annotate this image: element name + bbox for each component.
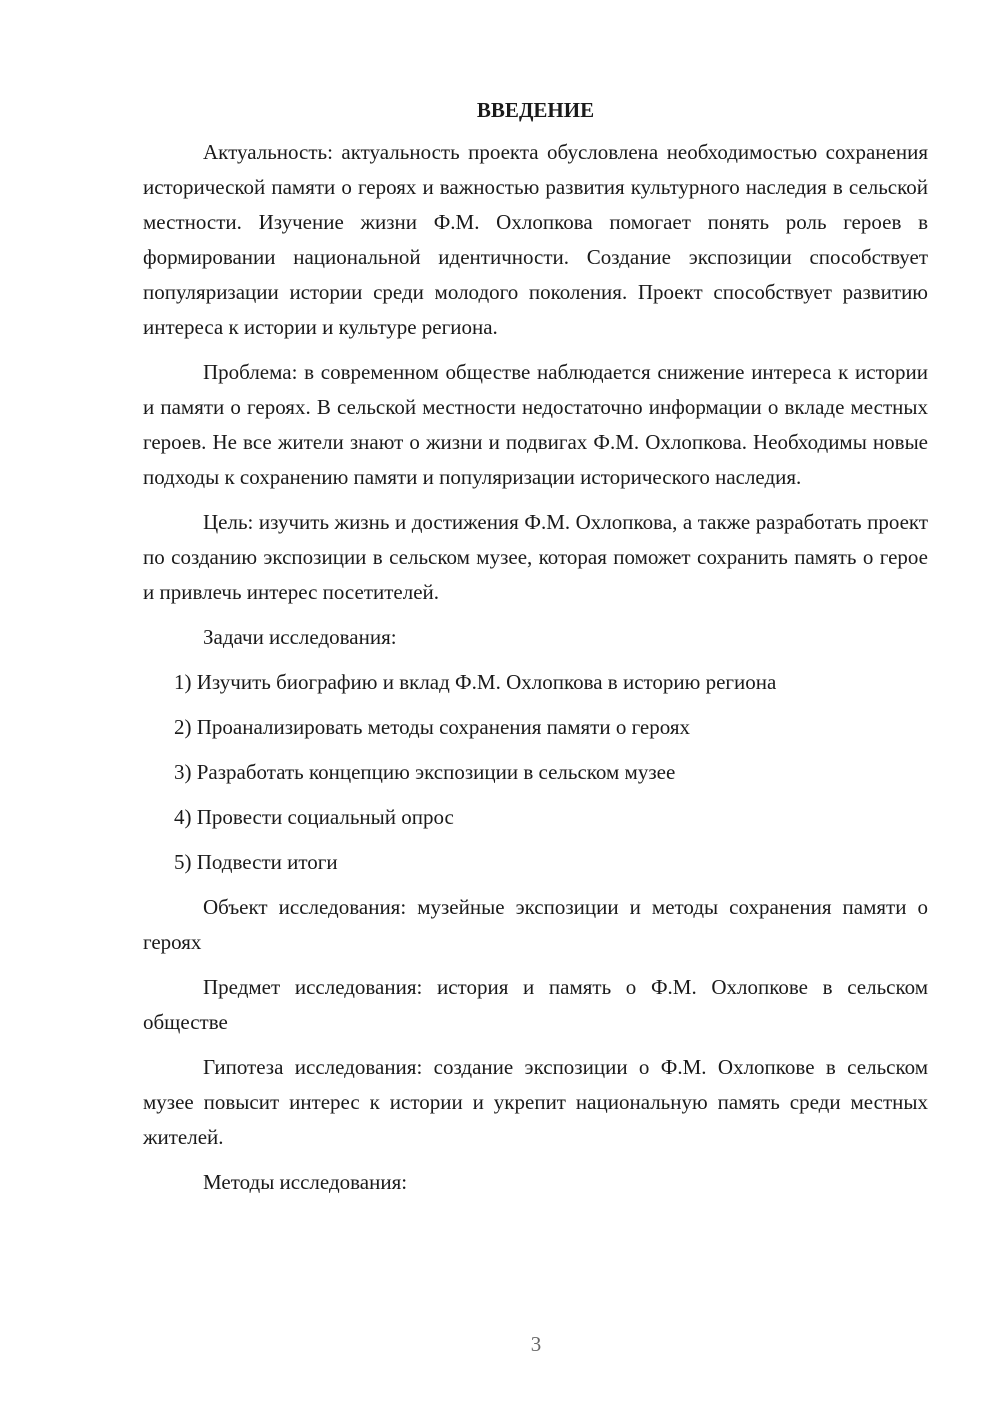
list-item: 4) Провести социальный опрос: [174, 805, 454, 829]
hypothesis-paragraph: Гипотеза исследования: создание экспозиции о Ф.М. Охлопкове в сельском музее повысит интерес к истории и укрепит национальную память среди местных жителей.: [143, 1055, 928, 1149]
goal-paragraph: Цель: изучить жизнь и достижения Ф.М. Охлопкова, а также разработать проект по созданию экспозиции в сельском музее, которая поможет сохранить память о герое и привлечь интерес посетителей.: [143, 510, 928, 604]
relevance-paragraph: Актуальность: актуальность проекта обусловлена необходимостью сохранения исторической памяти о героях и важностью развития культурного наследия в сельской местности. Изучение жизни Ф.М. Охлопкова помогает понять роль героев в формировании национальной идентичности. Создание экспозиции способствует популяризации истории среди молодого поколения. Проект способствует развитию интереса к истории и культуре региона.: [143, 140, 928, 339]
tasks-list: [143, 665, 928, 880]
list-item: 1) Изучить биографию и вклад Ф.М. Охлопкова в историю региона: [174, 670, 777, 694]
subject-paragraph: Предмет исследования: история и память о Ф.М. Охлопкове в сельском обществе: [143, 975, 928, 1034]
problem-paragraph: Проблема: в современном обществе наблюдается снижение интереса к истории и памяти о героях. В сельской местности недостаточно информации о вкладе местных героев. Не все жители знают о жизни и подвигах Ф.М. Охлопкова. Необходимы новые подходы к сохранению памяти и популяризации исторического наследия.: [143, 360, 928, 489]
list-item: 2) Проанализировать методы сохранения памяти о героях: [174, 715, 690, 739]
page-number: 3: [530, 1332, 542, 1356]
methods-heading: Методы исследования:: [203, 1170, 408, 1194]
object-paragraph: Объект исследования: музейные экспозиции и методы сохранения памяти о героях: [143, 895, 928, 954]
list-item: 5) Подвести итоги: [174, 850, 338, 874]
section-title: ВВЕДЕНИЕ: [476, 98, 595, 122]
tasks-heading: Задачи исследования:: [203, 625, 397, 649]
document-page: [143, 95, 928, 1210]
list-item: 3) Разработать концепцию экспозиции в сельском музее: [174, 760, 676, 784]
